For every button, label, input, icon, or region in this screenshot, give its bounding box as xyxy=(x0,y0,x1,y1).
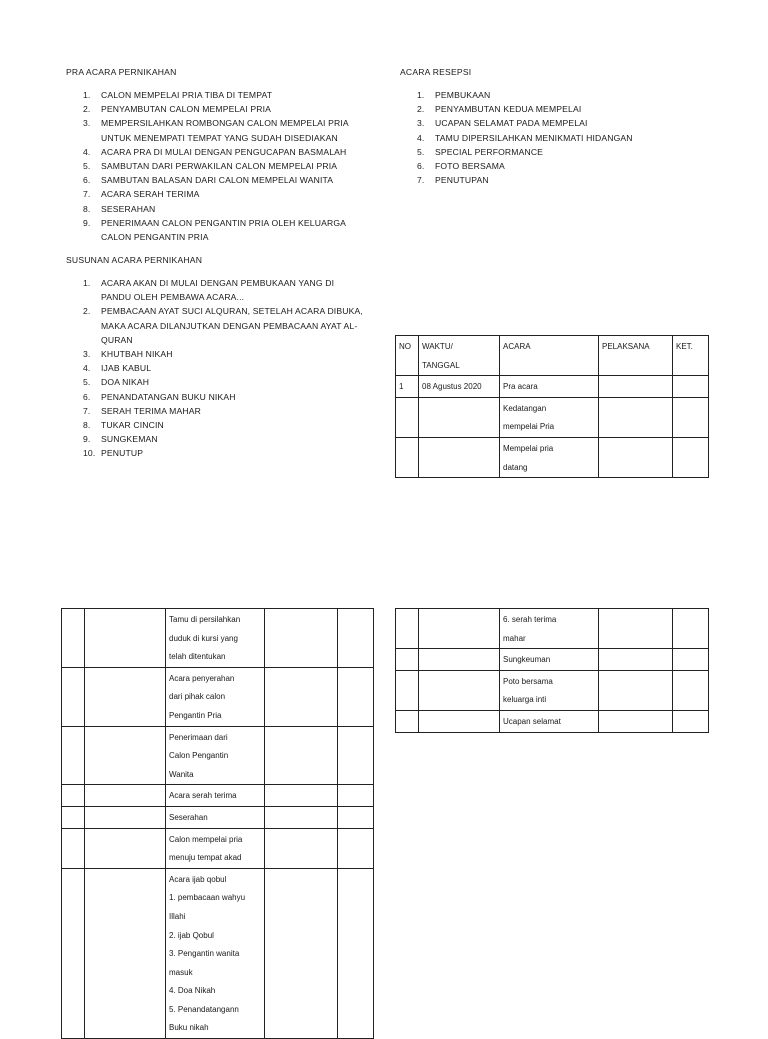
pelaksana-cell xyxy=(265,609,338,668)
no-cell xyxy=(396,670,419,710)
pelaksana-cell xyxy=(265,785,338,807)
pra-acara-item xyxy=(83,216,365,244)
column-header: NO xyxy=(396,336,419,376)
waktu-cell xyxy=(419,649,500,671)
list-text: PENERIMAAN CALON PENGANTIN PRIA OLEH KELUARGA CALON PENGANTIN PRIA xyxy=(101,217,346,243)
list-text: PENUTUPAN xyxy=(435,175,489,186)
list-text: SESERAHAN xyxy=(101,203,156,214)
list-number: 6. xyxy=(83,391,91,402)
no-cell xyxy=(396,609,419,649)
list-number: 4. xyxy=(83,146,91,157)
acara-resepsi-item xyxy=(417,88,717,102)
continuation-table-right xyxy=(395,608,709,733)
ket-cell xyxy=(338,868,374,1038)
waktu-cell xyxy=(419,609,500,649)
acara-cell: Seserahan xyxy=(166,806,265,828)
list-number: 9. xyxy=(83,217,91,228)
list-text: SERAH TERIMA MAHAR xyxy=(101,405,201,416)
susunan-acara-item xyxy=(83,375,365,389)
pelaksana-cell xyxy=(599,609,673,649)
susunan-acara-item xyxy=(83,347,365,361)
no-cell xyxy=(396,710,419,732)
susunan-acara-item xyxy=(83,276,365,304)
acara-cell: Sungkeuman xyxy=(500,649,599,671)
list-text: IJAB KABUL xyxy=(101,363,152,374)
susunan-acara-item xyxy=(83,404,365,418)
susunan-acara-title: SUSUNAN ACARA PERNIKAHAN xyxy=(66,255,203,265)
list-number: 2. xyxy=(83,306,91,317)
table-row xyxy=(396,397,709,437)
column-header: WAKTU/ TANGGAL xyxy=(419,336,500,376)
column-header: ACARA xyxy=(500,336,599,376)
susunan-acara-item xyxy=(83,361,365,375)
list-number: 1. xyxy=(83,278,91,288)
acara-cell: 6. serah terima mahar xyxy=(500,609,599,649)
acara-cell: Acara serah terima xyxy=(166,785,265,807)
pelaksana-cell xyxy=(599,649,673,671)
list-number: 10. xyxy=(83,448,96,459)
list-text: KHUTBAH NIKAH xyxy=(101,349,173,360)
acara-cell: Mempelai pria datang xyxy=(500,437,599,477)
list-number: 7. xyxy=(83,189,91,200)
list-number: 5. xyxy=(83,377,91,388)
list-number: 7. xyxy=(83,405,91,416)
acara-resepsi-item xyxy=(417,145,717,159)
list-number: 5. xyxy=(83,161,91,172)
waktu-cell xyxy=(419,710,500,732)
ket-cell xyxy=(338,806,374,828)
acara-resepsi-item xyxy=(417,131,717,145)
acara-cell: Calon mempelai pria menuju tempat akad xyxy=(166,828,265,868)
list-number: 2. xyxy=(83,104,91,115)
acara-resepsi-item xyxy=(417,159,717,173)
acara-cell: Penerimaan dari Calon Pengantin Wanita xyxy=(166,726,265,785)
waktu-cell xyxy=(85,828,166,868)
pelaksana-cell xyxy=(599,397,673,437)
acara-cell: Acara penyerahan dari pihak calon Pengantin Pria xyxy=(166,667,265,726)
no-cell: 1 xyxy=(396,376,419,398)
list-number: 8. xyxy=(83,203,91,214)
no-cell xyxy=(396,437,419,477)
list-text: SUNGKEMAN xyxy=(101,434,158,445)
acara-cell: Acara ijab qobul 1. pembacaan wahyu Illahi 2. ijab Qobul 3. Pengantin wanita masuk 4. Doa Nikah 5. Penandatangann Buku nikah xyxy=(166,868,265,1038)
list-text: CALON MEMPELAI PRIA TIBA DI TEMPAT xyxy=(101,90,273,100)
ket-cell xyxy=(338,828,374,868)
list-text: PENANDATANGAN BUKU NIKAH xyxy=(101,391,236,402)
ket-cell xyxy=(673,649,709,671)
acara-resepsi-title: ACARA RESEPSI xyxy=(400,67,472,77)
column-header: KET. xyxy=(673,336,709,376)
pelaksana-cell xyxy=(265,828,338,868)
waktu-cell xyxy=(85,785,166,807)
pelaksana-cell xyxy=(265,806,338,828)
acara-resepsi-item xyxy=(417,173,717,187)
ket-cell xyxy=(338,726,374,785)
ket-cell xyxy=(673,376,709,398)
list-number: 4. xyxy=(83,363,91,374)
waktu-cell xyxy=(85,806,166,828)
list-text: UCAPAN SELAMAT PADA MEMPELAI xyxy=(435,118,588,129)
table-row xyxy=(62,785,374,807)
waktu-cell xyxy=(85,868,166,1038)
no-cell xyxy=(62,609,85,668)
list-text: ACARA AKAN DI MULAI DENGAN PEMBUKAAN YANG DI PANDU OLEH PEMBAWA ACARA... xyxy=(101,278,335,303)
pelaksana-cell xyxy=(599,710,673,732)
susunan-acara-item xyxy=(83,390,365,404)
pelaksana-cell xyxy=(599,376,673,398)
list-number: 3. xyxy=(83,349,91,360)
ket-cell xyxy=(338,609,374,668)
list-number: 6. xyxy=(417,161,425,172)
table-row xyxy=(396,710,709,732)
pra-acara-list xyxy=(83,88,365,244)
acara-cell: Poto bersama keluarga inti xyxy=(500,670,599,710)
table-row xyxy=(62,726,374,785)
list-number: 7. xyxy=(417,175,425,186)
pra-acara-item xyxy=(83,88,365,102)
pelaksana-cell xyxy=(599,670,673,710)
list-text: TUKAR CINCIN xyxy=(101,420,164,431)
susunan-acara-item xyxy=(83,304,365,347)
list-text: MEMPERSILAHKAN ROMBONGAN CALON MEMPELAI PRIA UNTUK MENEMPATI TEMPAT YANG SUDAH DISEDIAKAN xyxy=(101,118,349,143)
table-row xyxy=(62,609,374,668)
pelaksana-cell xyxy=(265,726,338,785)
list-number: 2. xyxy=(417,104,425,115)
waktu-cell xyxy=(419,670,500,710)
list-number: 6. xyxy=(83,175,91,186)
list-text: PENYAMBUTAN CALON MEMPELAI PRIA xyxy=(101,104,272,115)
list-number: 5. xyxy=(417,146,425,157)
table-row xyxy=(62,828,374,868)
list-text: DOA NIKAH xyxy=(101,377,150,388)
list-number: 8. xyxy=(83,420,91,431)
table-row xyxy=(396,609,709,649)
ket-cell xyxy=(673,437,709,477)
pra-acara-item xyxy=(83,173,365,187)
no-cell xyxy=(62,828,85,868)
column-header: PELAKSANA xyxy=(599,336,673,376)
waktu-cell xyxy=(85,667,166,726)
ket-cell xyxy=(338,785,374,807)
no-cell xyxy=(62,868,85,1038)
waktu-cell xyxy=(85,609,166,668)
acara-cell: Tamu di persilahkan duduk di kursi yang telah ditentukan xyxy=(166,609,265,668)
waktu-cell xyxy=(85,726,166,785)
list-text: ACARA PRA DI MULAI DENGAN PENGUCAPAN BASMALAH xyxy=(101,146,347,157)
list-text: SPECIAL PERFORMANCE xyxy=(435,146,544,157)
no-cell xyxy=(62,785,85,807)
table-row xyxy=(62,806,374,828)
no-cell xyxy=(62,667,85,726)
pelaksana-cell xyxy=(265,868,338,1038)
table-row xyxy=(396,376,709,398)
list-text: FOTO BERSAMA xyxy=(435,161,505,172)
schedule-table xyxy=(395,335,709,478)
table-row xyxy=(62,868,374,1038)
table-row xyxy=(396,670,709,710)
acara-resepsi-item xyxy=(417,116,717,130)
pelaksana-cell xyxy=(265,667,338,726)
acara-cell: Kedatangan mempelai Pria xyxy=(500,397,599,437)
susunan-acara-item xyxy=(83,418,365,432)
ket-cell xyxy=(338,667,374,726)
pra-acara-item xyxy=(83,202,365,216)
acara-cell: Pra acara xyxy=(500,376,599,398)
list-number: 9. xyxy=(83,434,91,445)
pelaksana-cell xyxy=(599,437,673,477)
table-row xyxy=(396,437,709,477)
ket-cell xyxy=(673,710,709,732)
no-cell xyxy=(62,806,85,828)
list-text: ACARA SERAH TERIMA xyxy=(101,189,200,200)
waktu-cell: 08 Agustus 2020 xyxy=(419,376,500,398)
table-row xyxy=(396,649,709,671)
waktu-cell xyxy=(419,397,500,437)
pra-acara-item xyxy=(83,116,365,144)
list-text: PENUTUP xyxy=(101,448,144,459)
pra-acara-item xyxy=(83,102,365,116)
waktu-cell xyxy=(419,437,500,477)
list-number: 1. xyxy=(417,90,425,100)
susunan-acara-item xyxy=(83,446,365,460)
list-text: PEMBACAAN AYAT SUCI ALQURAN, SETELAH ACARA DIBUKA, MAKA ACARA DILANJUTKAN DENGAN PEMBACAAN AYAT AL-QURAN xyxy=(101,306,363,345)
acara-resepsi-list xyxy=(417,88,717,187)
no-cell xyxy=(62,726,85,785)
ket-cell xyxy=(673,609,709,649)
pra-acara-title: PRA ACARA PERNIKAHAN xyxy=(66,67,177,77)
ket-cell xyxy=(673,397,709,437)
acara-cell: Ucapan selamat xyxy=(500,710,599,732)
ket-cell xyxy=(673,670,709,710)
table-header-row xyxy=(396,336,709,376)
susunan-acara-list xyxy=(83,276,365,461)
no-cell xyxy=(396,397,419,437)
list-text: SAMBUTAN BALASAN DARI CALON MEMPELAI WANITA xyxy=(101,175,334,186)
continuation-table-left xyxy=(61,608,374,1039)
pra-acara-item xyxy=(83,159,365,173)
list-text: TAMU DIPERSILAHKAN MENIKMATI HIDANGAN xyxy=(435,132,633,143)
table-row xyxy=(62,667,374,726)
list-text: PENYAMBUTAN KEDUA MEMPELAI xyxy=(435,104,582,115)
no-cell xyxy=(396,649,419,671)
list-number: 3. xyxy=(417,118,425,129)
list-number: 3. xyxy=(83,118,91,129)
list-number: 4. xyxy=(417,132,425,143)
susunan-acara-item xyxy=(83,432,365,446)
pra-acara-item xyxy=(83,187,365,201)
list-text: PEMBUKAAN xyxy=(435,90,491,100)
list-text: SAMBUTAN DARI PERWAKILAN CALON MEMPELAI PRIA xyxy=(101,161,338,172)
list-number: 1. xyxy=(83,90,91,100)
acara-resepsi-item xyxy=(417,102,717,116)
pra-acara-item xyxy=(83,145,365,159)
